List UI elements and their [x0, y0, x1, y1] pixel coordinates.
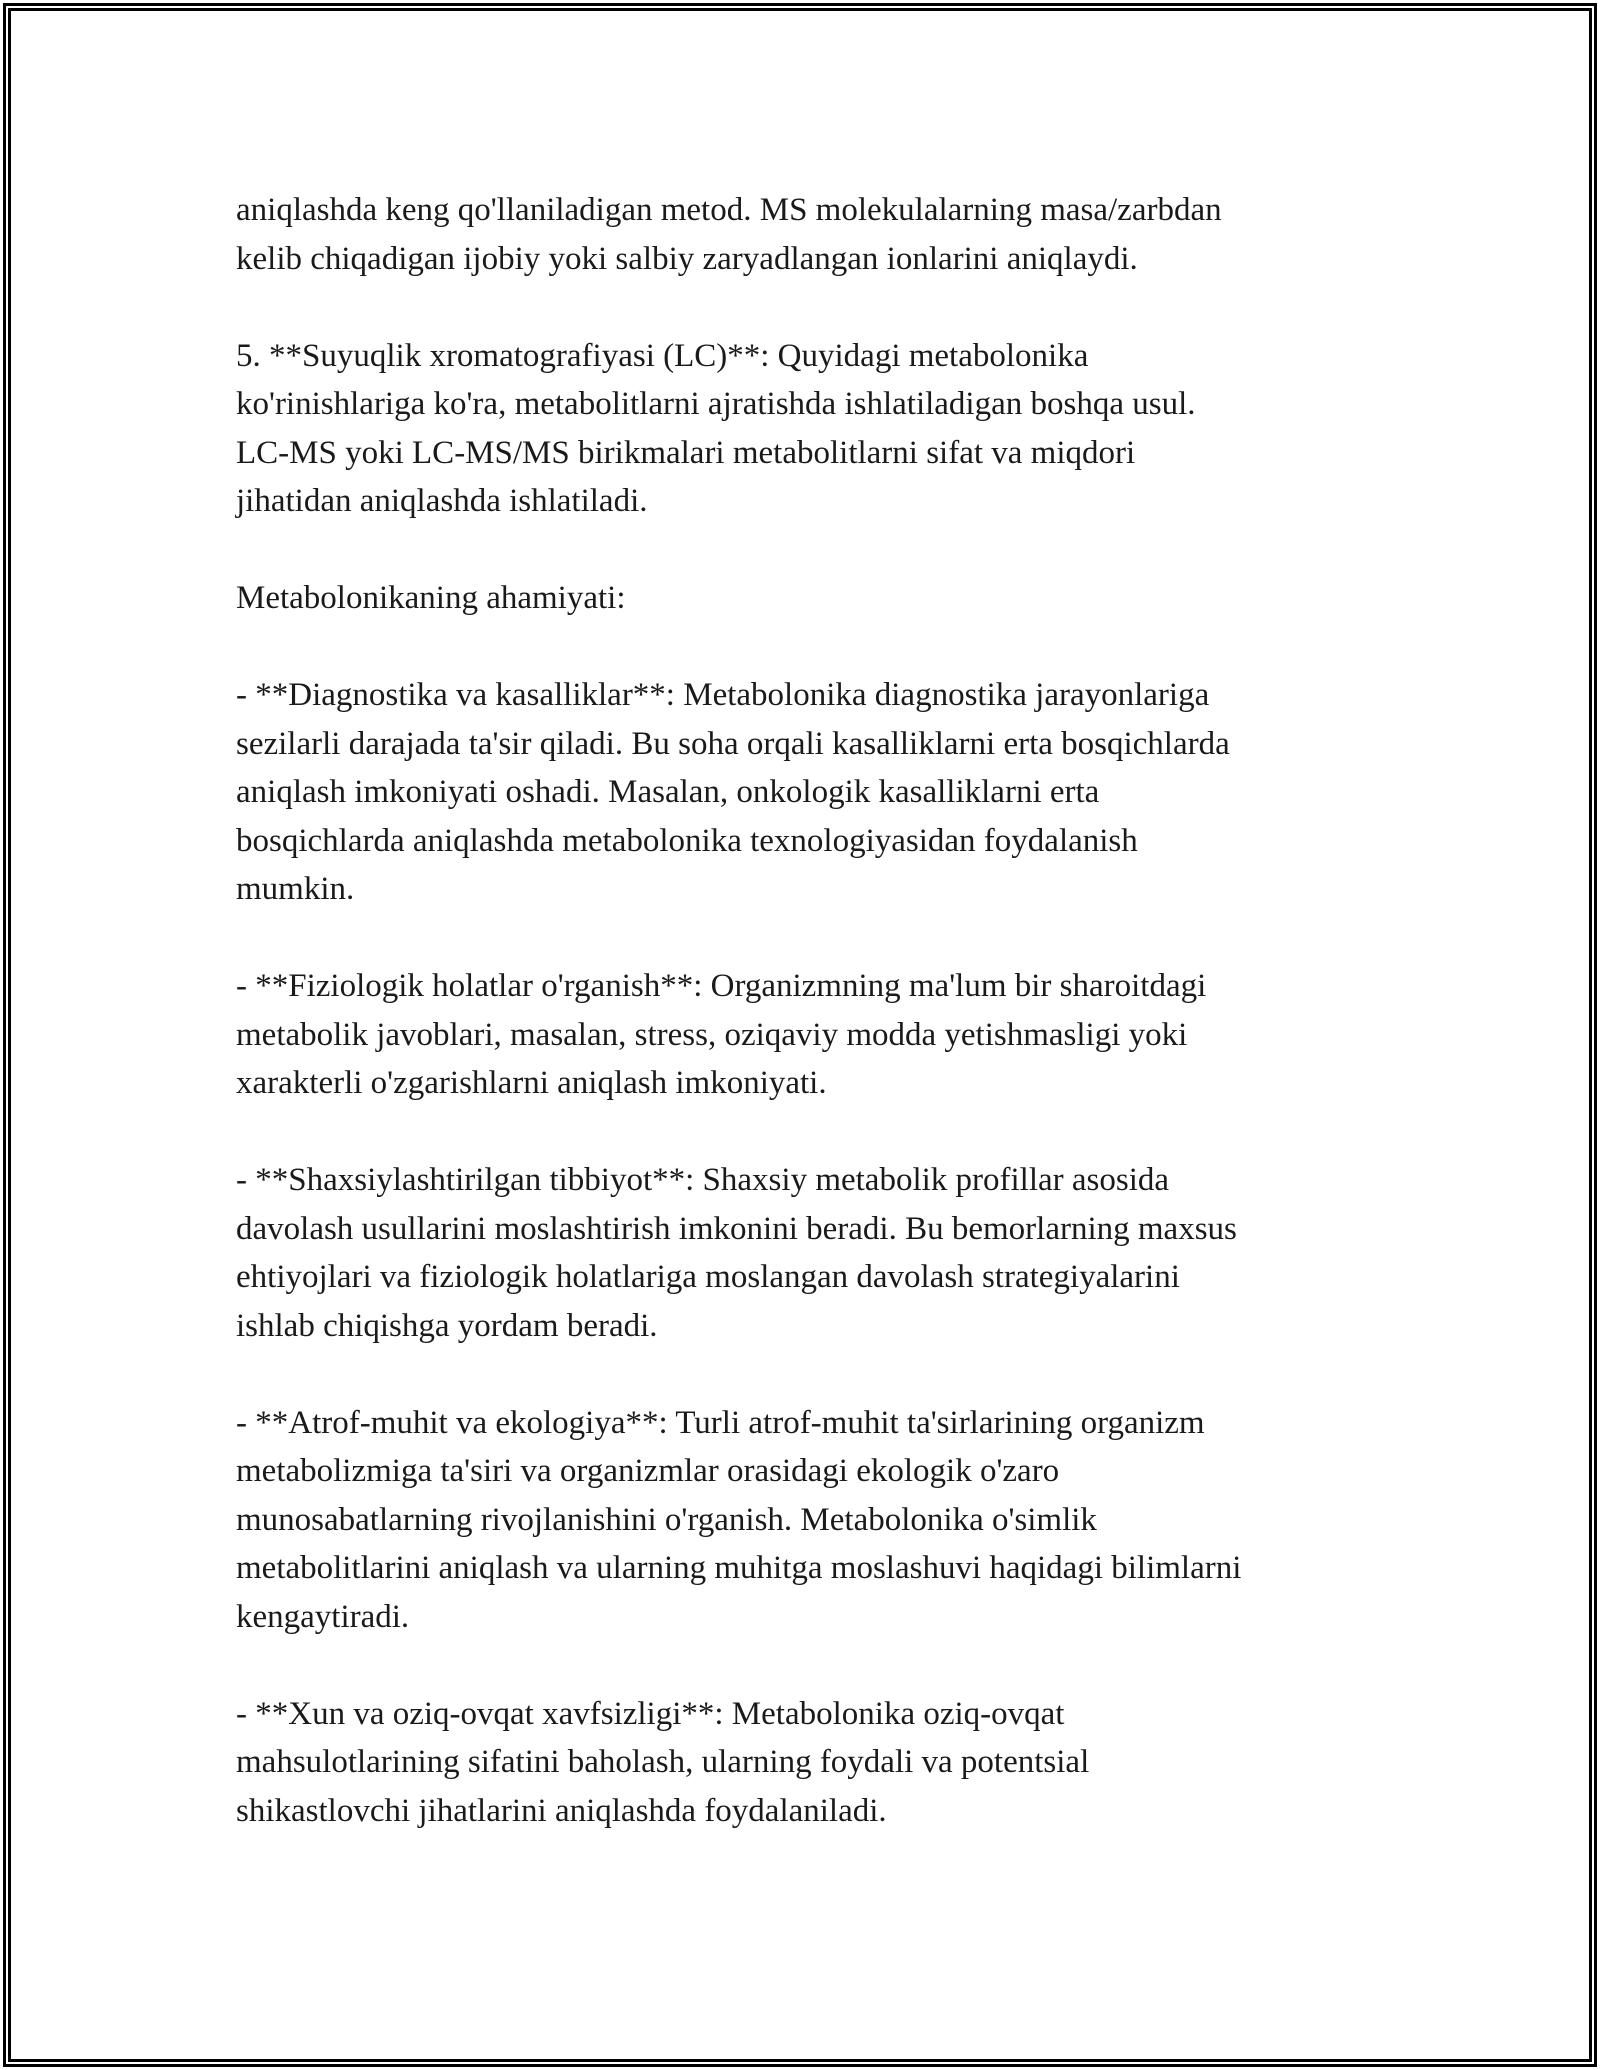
paragraph-lc-method: 5. **Suyuqlik xromatografiyasi (LC)**: Quyidagi metabolonika ko'rinishlariga ko'ra, metabolitlarni ajratishda ishlatiladigan boshqa usul. LC-MS yoki LC-MS/MS birikmalari metabolitlarni sifat va miqdori jihatidan aniqlashda ishlatiladi.	[236, 337, 1196, 519]
list-item-physiology: - **Fiziologik holatlar o'rganish**: Organizmning ma'lum bir sharoitdagi metabolik javoblari, masalan, stress, oziqaviy modda yetishmasligi yoki xarakterli o'zgarishlarni aniqlash imkoniyati.	[236, 968, 1207, 1101]
document-body	[236, 186, 1366, 1835]
paragraph-ms-continuation: aniqlashda keng qo'llaniladigan metod. MS molekulalarning masa/zarbdan kelib chiqadigan ijobiy yoki salbiy zaryadlangan ionlarini aniqlaydi.	[236, 192, 1222, 277]
list-item-personalized-medicine: - **Shaxsiylashtirilgan tibbiyot**: Shaxsiy metabolik profillar asosida davolash usullarini moslashtirish imkonini beradi. Bu bemorlarning maxsus ehtiyojlari va fiziologik holatlariga moslangan davolash strategiyalarini ishlab chiqishga yordam beradi.	[236, 1162, 1237, 1344]
list-item-diagnostics: - **Diagnostika va kasalliklar**: Metabolonika diagnostika jarayonlariga sezilarli darajada ta'sir qiladi. Bu soha orqali kasalliklarni erta bosqichlarda aniqlash imkoniyati oshadi. Masalan, onkologik kasalliklarni erta bosqichlarda aniqlashda metabolonika texnologiyasidan foydalanish mumkin.	[236, 677, 1230, 907]
section-heading-importance: Metabolonikaning ahamiyati:	[236, 580, 626, 616]
list-item-food-safety: - **Xun va oziq-ovqat xavfsizligi**: Metabolonika oziq-ovqat mahsulotlarining sifatini baholash, ularning foydali va potentsial shikastlovchi jihatlarini aniqlashda foydalaniladi.	[236, 1695, 1090, 1829]
list-item-environment-ecology: - **Atrof-muhit va ekologiya**: Turli atrof-muhit ta'sirlarining organizm metabolizmiga ta'siri va organizmlar orasidagi ekologik o'zaro munosabatlarning rivojlanishini o'rganish. Metabolonika o'simlik metabolitlarini aniqlash va ularning muhitga moslashuvi haqidagi bilimlarni kengaytiradi.	[236, 1404, 1242, 1635]
